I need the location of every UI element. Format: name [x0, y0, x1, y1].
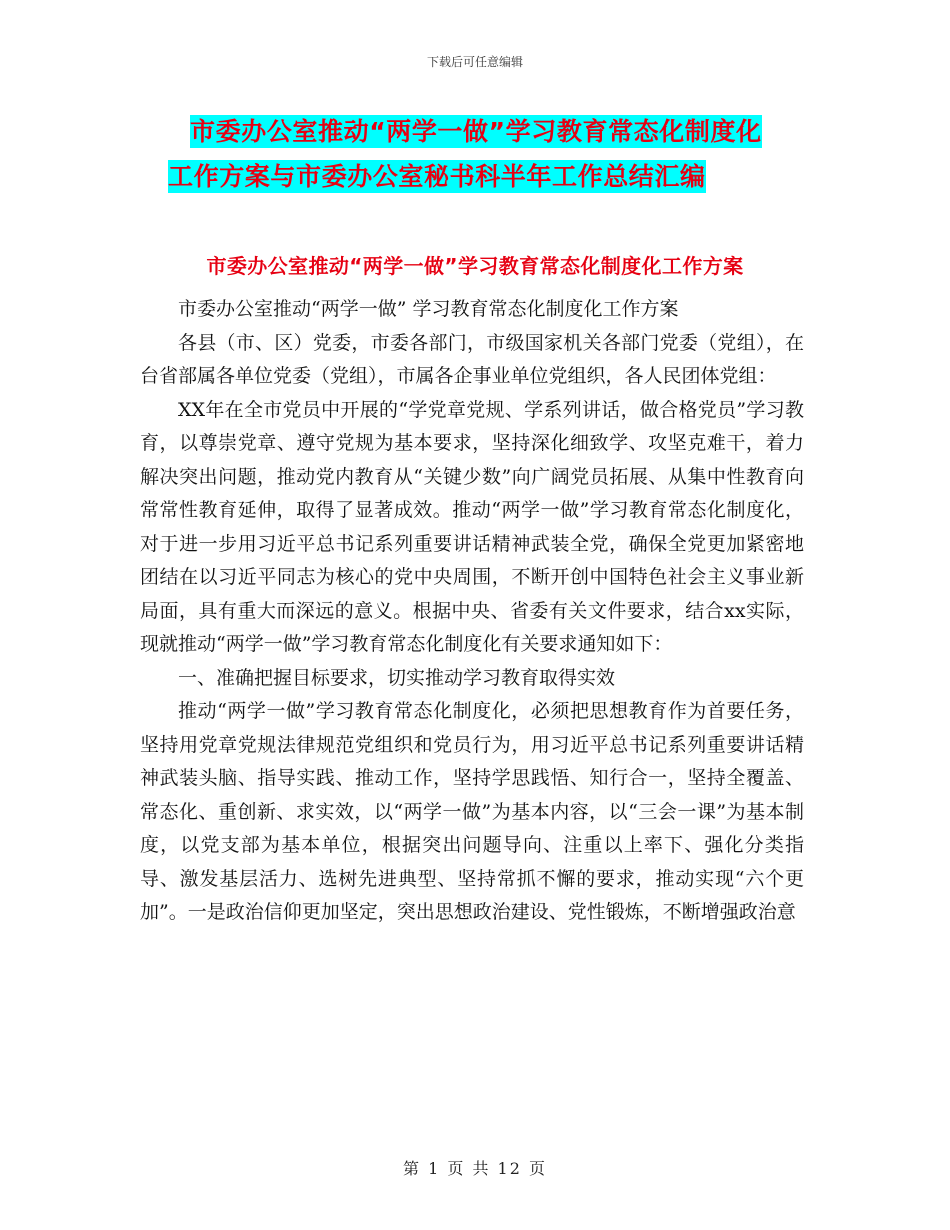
paragraph-addressees: 各县（市、区）党委，市委各部门，市级国家机关各部门党委（党组），在台省部属各单位党委（党组），市属各企事业单位党组织，各人民团体党组：: [140, 331, 804, 387]
section-title: 市委办公室推动“两学一做”学习教育常态化制度化工作方案: [206, 254, 744, 278]
main-title-line-1-text: 市委办公室推动“两学一做”学习教育常态化制度化: [190, 117, 762, 146]
main-title-line-1: [190, 112, 762, 148]
document-body: [140, 293, 804, 930]
paragraph-heading-1: 一、准确把握目标要求，切实推动学习教育取得实效: [178, 666, 616, 689]
paragraph-background: XX年在全市党员中开展的“学党章党规、学系列讲话，做合格党员”学习教育，以尊崇党章、遵守党规为基本要求，坚持深化细致学、攻坚克难干，着力解决突出问题，推动党内教育从“关键少数”向广阔党员拓展、从集中性教育向常常性教育延伸，取得了显著成效。推动“两学一做”学习教育常态化制度化，对于进一步用习近平总书记系列重要讲话精神武装全党，确保全党更加紧密地团结在以习近平同志为核心的党中央周围，不断开创中国特色社会主义事业新局面，具有重大而深远的意义。根据中央、省委有关文件要求，结合xx实际，现就推动“两学一做”学习教育常态化制度化有关要求通知如下：: [140, 398, 804, 655]
paragraph-requirements: 推动“两学一做”学习教育常态化制度化，必须把思想教育作为首要任务，坚持用党章党规法律规范党组织和党员行为，用习近平总书记系列重要讲话精神武装头脑、指导实践、推动工作，坚持学思践悟、知行合一，坚持全覆盖、常态化、重创新、求实效，以“两学一做”为基本内容，以“三会一课”为基本制度，以党支部为基本单位，根据突出问题导向、注重以上率下、强化分类指导、激发基层活力、选树先进典型、坚持常抓不懈的要求，推动实现“六个更加”。一是政治信仰更加坚定，突出思想政治建设、党性锻炼，不断增强政治意: [140, 700, 804, 923]
page-footer: 第 1 页 共 12 页: [403, 1159, 547, 1178]
paragraph-plan-title: 市委办公室推动“两学一做” 学习教育常态化制度化工作方案: [178, 298, 679, 320]
main-title-line-2: [168, 157, 706, 193]
header-note: 下载后可任意编辑: [426, 55, 523, 69]
main-title-line-2-text: 工作方案与市委办公室秘书科半年工作总结汇编: [168, 162, 706, 191]
